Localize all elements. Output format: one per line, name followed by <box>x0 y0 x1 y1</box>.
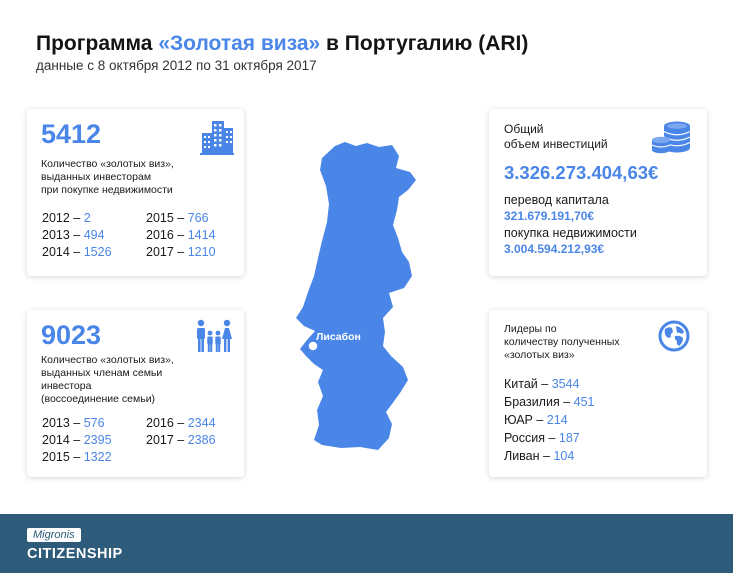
investors-description: Количество «золотых виз», выданных инвесторам при покупке недвижимости <box>41 158 174 196</box>
year-row: 2013 – 576 <box>42 416 105 430</box>
brand-tag: Migronis <box>27 528 81 542</box>
country-row: Россия – 187 <box>504 431 580 445</box>
year-row: 2012 – 2 <box>42 211 91 225</box>
transfer-label: перевод капитала <box>504 193 609 207</box>
country-row: Ливан – 104 <box>504 449 575 463</box>
title-highlight: «Золотая виза» <box>158 32 321 55</box>
investors-card <box>27 109 244 276</box>
buildings-icon <box>200 119 234 155</box>
page-subtitle: данные с 8 октября 2012 по 31 октября 2017 <box>36 58 317 73</box>
family-icon <box>194 319 234 353</box>
family-description: Количество «золотых виз», выданных членам семьи инвестора (воссоединение семьи) <box>41 354 174 405</box>
property-label: покупка недвижимости <box>504 226 637 240</box>
investment-card <box>489 109 707 276</box>
year-row: 2016 – 1414 <box>146 228 216 242</box>
coins-stack-icon <box>651 118 693 154</box>
year-row: 2017 – 2386 <box>146 433 216 447</box>
country-row: ЮАР – 214 <box>504 413 568 427</box>
year-row: 2017 – 1210 <box>146 245 216 259</box>
footer <box>0 514 733 573</box>
year-row: 2013 – 494 <box>42 228 105 242</box>
city-label-lisbon: Лисабон <box>316 331 361 343</box>
investors-total: 5412 <box>41 119 102 149</box>
country-row: Бразилия – 451 <box>504 395 595 409</box>
page-title <box>36 32 528 56</box>
title-part1: Программа <box>36 32 159 55</box>
family-total: 9023 <box>41 320 102 350</box>
property-value: 3.004.594.212,93€ <box>504 242 605 256</box>
family-card <box>27 310 244 477</box>
leaders-label: Лидеры по количеству полученных «золотых виз» <box>504 323 620 361</box>
country-row: Китай – 3544 <box>504 377 580 391</box>
year-row: 2015 – 766 <box>146 211 209 225</box>
brand-logo-text: CITIZENSHIP <box>27 546 123 562</box>
title-part2: в Португалию (ARI) <box>320 32 529 55</box>
year-row: 2014 – 1526 <box>42 245 112 259</box>
portugal-map <box>290 140 430 460</box>
leaders-card <box>489 310 707 477</box>
year-row: 2015 – 1322 <box>42 450 112 464</box>
globe-icon <box>658 320 690 352</box>
investment-total: 3.326.273.404,63€ <box>504 162 659 183</box>
transfer-value: 321.679.191,70€ <box>504 209 595 223</box>
year-row: 2014 – 2395 <box>42 433 112 447</box>
year-row: 2016 – 2344 <box>146 416 216 430</box>
investment-label: Общий объем инвестиций <box>504 122 608 151</box>
